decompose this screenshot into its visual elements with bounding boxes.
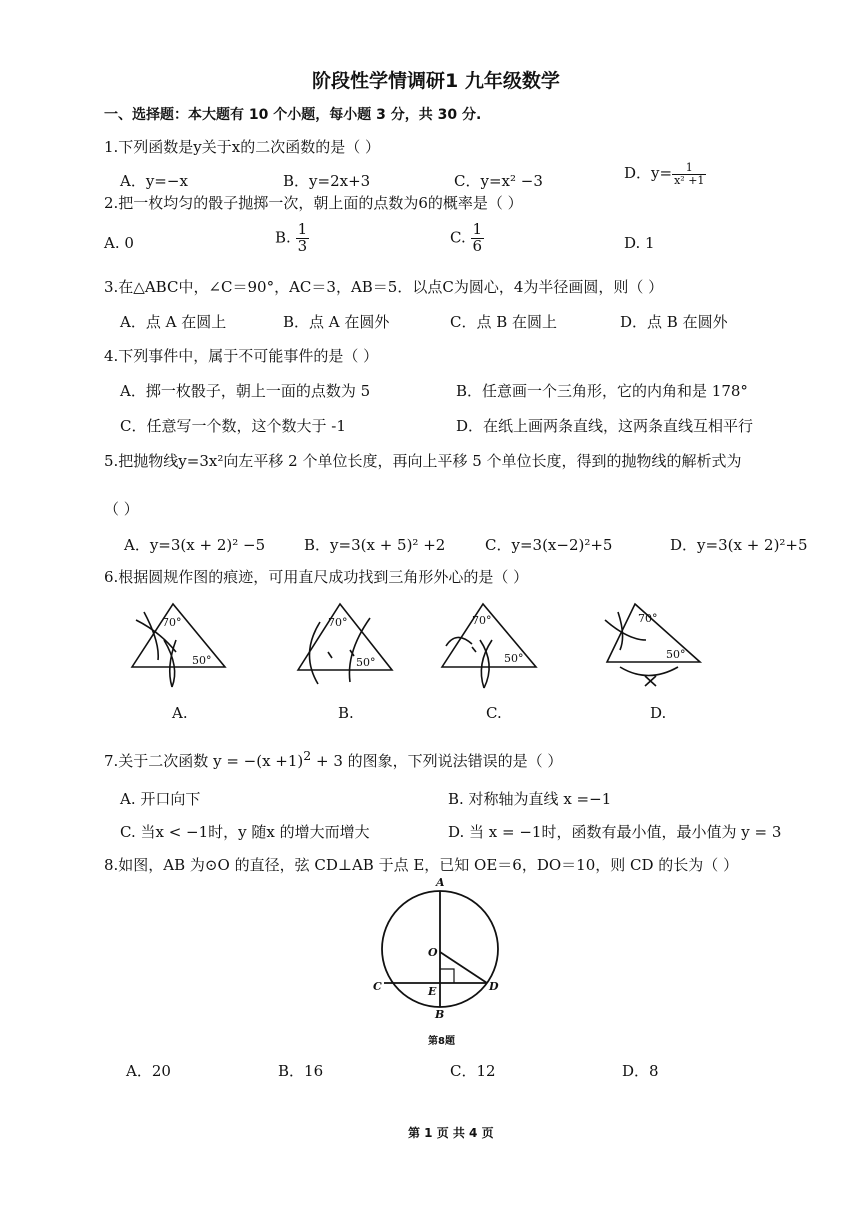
figure-label-a: A. — [172, 704, 188, 722]
figure-a-angle-top: 70° — [162, 616, 182, 629]
question-8-option-b: B．16 — [278, 1062, 324, 1080]
figure-d-angle-right: 50° — [666, 648, 686, 661]
question-7-stem-part-2: + 3 的图象，下列说法错误的是（ ） — [311, 752, 563, 770]
question-2-option-d: D. 1 — [624, 234, 655, 252]
point-c-label: C — [373, 980, 382, 993]
question-5-option-b: B．y=3(x + 5)² +2 — [304, 536, 446, 554]
question-7-stem — [104, 748, 562, 771]
question-2-option-c — [450, 222, 484, 255]
figure-label-b: B. — [338, 704, 354, 722]
question-8-option-d: D．8 — [622, 1062, 659, 1080]
figure-label-c: C. — [486, 704, 502, 722]
question-1-option-d-fraction — [672, 162, 706, 186]
question-3-option-a: A．点 A 在圆上 — [120, 313, 227, 331]
page-title: 阶段性学情调研1 九年级数学 — [312, 70, 560, 92]
question-7-stem-part-1: 7.关于二次函数 y = −(x +1) — [104, 752, 304, 770]
fraction-numerator: 1 — [472, 220, 483, 238]
question-4-stem: 4.下列事件中，属于不可能事件的是（ ） — [104, 347, 379, 365]
point-o-label: O — [428, 946, 438, 959]
question-2-stem: 2.把一枚均匀的骰子抛掷一次，朝上面的点数为6的概率是（ ） — [104, 194, 523, 212]
page-footer: 第 1 页 共 4 页 — [408, 1126, 494, 1140]
question-8-stem: 8.如图，AB 为⊙O 的直径，弦 CD⊥AB 于点 E，已知 OE＝6，DO＝10，则 CD 的长为（ ） — [104, 856, 739, 874]
question-3-option-d: D．点 B 在圆外 — [620, 313, 728, 331]
question-2-option-b-prefix: B. — [275, 228, 291, 247]
question-5-stem: 5.把抛物线y=3x²向左平移 2 个单位长度，再向上平移 5 个单位长度，得到的抛物线的解析式为 — [104, 452, 742, 470]
question-5-option-a: A．y=3(x + 2)² −5 — [124, 536, 266, 554]
point-e-label: E — [428, 985, 437, 998]
question-1-option-d-prefix: D．y= — [624, 164, 673, 183]
point-b-label: B — [435, 1008, 445, 1021]
question-8-option-c: C．12 — [450, 1062, 496, 1080]
question-2-option-b — [275, 222, 309, 255]
question-1-stem: 1.下列函数是y关于x的二次函数的是（ ） — [104, 138, 381, 156]
question-6-stem: 6.根据圆规作图的痕迹，可用直尺成功找到三角形外心的是（ ） — [104, 568, 529, 586]
question-4-option-a: A．掷一枚骰子，朝上一面的点数为 5 — [120, 382, 371, 400]
figure-c-angle-top: 70° — [472, 614, 492, 627]
question-5-option-c: C．y=3(x−2)²+5 — [485, 536, 613, 554]
question-3-option-c: C．点 B 在圆上 — [450, 313, 558, 331]
point-a-label: A — [436, 876, 445, 889]
question-7-option-d: D. 当 x = −1时，函数有最小值，最小值为 y = 3 — [448, 823, 782, 841]
question-3-stem: 3.在△ABC中，∠C＝90°，AC＝3，AB＝5．以点C为圆心，4为半径画圆，则（ ） — [104, 278, 664, 296]
figure-b-angle-right: 50° — [356, 656, 376, 669]
question-5-option-d: D．y=3(x + 2)²+5 — [670, 536, 808, 554]
question-8-option-a: A．20 — [126, 1062, 171, 1080]
question-2-option-a: A. 0 — [104, 234, 134, 252]
question-7-option-c: C. 当x < −1时，y 随x 的增大而增大 — [120, 823, 370, 841]
question-2-option-b-fraction — [296, 222, 310, 255]
question-7-option-b: B. 对称轴为直线 x =−1 — [448, 790, 612, 808]
question-2-option-c-prefix: C. — [450, 228, 466, 247]
fraction-denominator: 6 — [472, 236, 483, 255]
question-7-option-a: A. 开口向下 — [120, 790, 201, 808]
fraction-denominator: x² +1 — [674, 173, 705, 187]
question-8-circle-figure — [370, 872, 510, 1022]
figure-b-angle-top: 70° — [328, 616, 348, 629]
question-2-option-c-fraction — [471, 222, 485, 255]
question-1-option-a: A．y=−x — [120, 172, 188, 190]
question-4-option-d: D．在纸上画两条直线，这两条直线互相平行 — [456, 417, 754, 435]
question-5-answer-paren: （ ） — [104, 500, 139, 518]
fraction-numerator: 1 — [297, 220, 308, 238]
question-6-figures — [100, 592, 740, 697]
fraction-numerator: 1 — [672, 162, 706, 175]
section-heading: 一、选择题：本大题有 10 个小题，每小题 3 分，共 30 分. — [104, 107, 482, 123]
question-1-option-c: C．y=x² −3 — [454, 172, 543, 190]
figure-caption: 第8题 — [428, 1036, 455, 1047]
figure-c-angle-right: 50° — [504, 652, 524, 665]
point-d-label: D — [489, 980, 499, 993]
question-1-option-d — [624, 162, 706, 186]
question-7-exponent: 2 — [303, 748, 312, 763]
fraction-denominator: 3 — [297, 236, 308, 255]
figure-a-angle-right: 50° — [192, 654, 212, 667]
question-3-option-b: B．点 A 在圆外 — [283, 313, 390, 331]
figure-label-d: D. — [650, 704, 667, 722]
figure-d-angle-top: 70° — [638, 612, 658, 625]
question-4-option-b: B．任意画一个三角形，它的内角和是 178° — [456, 382, 748, 400]
question-1-option-b: B．y=2x+3 — [283, 172, 371, 190]
question-4-option-c: C．任意写一个数，这个数大于 -1 — [120, 417, 346, 435]
